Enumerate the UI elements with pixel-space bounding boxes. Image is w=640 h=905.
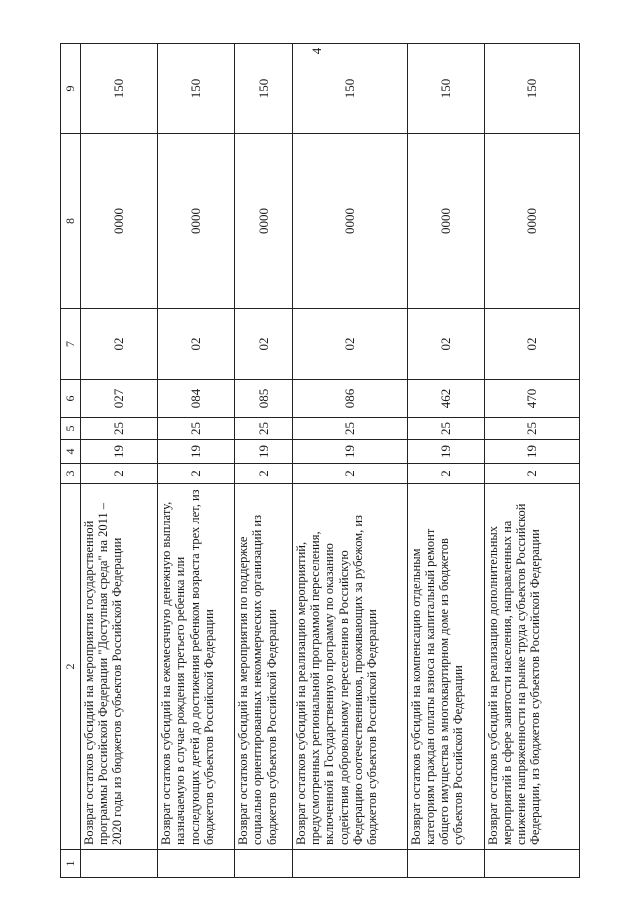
- cell-c5: 25: [158, 418, 235, 440]
- cell-c7: 02: [235, 309, 293, 380]
- cell-c8: 0000: [81, 134, 158, 309]
- cell-c7: 02: [158, 309, 235, 380]
- cell-c6: 086: [293, 380, 408, 418]
- header-col-1: 1: [61, 850, 81, 878]
- cell-c8: 0000: [407, 134, 484, 309]
- table-row: [81, 44, 158, 878]
- header-col-4: 4: [61, 440, 81, 464]
- cell-c5: 25: [407, 418, 484, 440]
- cell-c9: 150: [158, 44, 235, 134]
- cell-c3: 2: [484, 464, 579, 484]
- cell-c3: 2: [81, 464, 158, 484]
- header-col-7: 7: [61, 309, 81, 380]
- header-col-8: 8: [61, 134, 81, 309]
- cell-c1: [484, 850, 579, 878]
- cell-c7: 02: [81, 309, 158, 380]
- cell-c6: 462: [407, 380, 484, 418]
- cell-description: Возврат остатков субсидий на реализацию дополнительных мероприятий в сфере занятости населения, направленных на снижение напряженности на рынке труда субъектов Российской Федерации, из бюджетов субъектов Российской Федерации: [484, 484, 579, 850]
- rotated-table-wrapper: [60, 44, 580, 878]
- cell-c1: [407, 850, 484, 878]
- cell-c9: 150: [235, 44, 293, 134]
- cell-c5: 25: [484, 418, 579, 440]
- cell-description: Возврат остатков субсидий на мероприятия по поддержке социально ориентированных некоммерческих организаций из бюджетов субъектов Российской Федерации: [235, 484, 293, 850]
- header-col-6: 6: [61, 380, 81, 418]
- header-col-9: 9: [61, 44, 81, 134]
- budget-codes-table: [60, 43, 580, 878]
- cell-c8: 0000: [484, 134, 579, 309]
- cell-c3: 2: [158, 464, 235, 484]
- cell-c6: 085: [235, 380, 293, 418]
- cell-description: Возврат остатков субсидий на компенсацию отдельным категориям граждан оплаты взноса на капитальный ремонт общего имущества в многоквартирном доме из бюджетов субъектов Российской Федерации: [407, 484, 484, 850]
- cell-c6: 084: [158, 380, 235, 418]
- cell-c9: 150: [407, 44, 484, 134]
- cell-c5: 25: [293, 418, 408, 440]
- table-row: [293, 44, 408, 878]
- cell-c1: [293, 850, 408, 878]
- cell-c5: 25: [235, 418, 293, 440]
- cell-c7: 02: [407, 309, 484, 380]
- header-col-5: 5: [61, 418, 81, 440]
- table-row: [484, 44, 579, 878]
- table-row: [235, 44, 293, 878]
- cell-c9: 150: [293, 44, 408, 134]
- cell-c9: 150: [484, 44, 579, 134]
- cell-c5: 25: [81, 418, 158, 440]
- cell-c1: [158, 850, 235, 878]
- cell-c8: 0000: [293, 134, 408, 309]
- header-row: [61, 44, 81, 878]
- cell-c3: 2: [407, 464, 484, 484]
- page-number: 4: [309, 47, 324, 55]
- cell-c4: 19: [484, 440, 579, 464]
- cell-description: Возврат остатков субсидий на мероприятия государственной программы Российской Федерации "Доступная среда" на 2011 – 2020 годы из бюджетов субъектов Российской Федерации: [81, 484, 158, 850]
- header-col-3: 3: [61, 464, 81, 484]
- cell-c1: [235, 850, 293, 878]
- cell-c9: 150: [81, 44, 158, 134]
- cell-c6: 027: [81, 380, 158, 418]
- table-row: [158, 44, 235, 878]
- cell-c3: 2: [235, 464, 293, 484]
- cell-c3: 2: [293, 464, 408, 484]
- cell-c7: 02: [484, 309, 579, 380]
- cell-c6: 470: [484, 380, 579, 418]
- cell-c8: 0000: [158, 134, 235, 309]
- cell-description: Возврат остатков субсидий на ежемесячную денежную выплату, назначаемую в случае рождения третьего ребенка или последующих детей до достижения ребенком возраста трех лет, из бюджетов субъектов Российской Федерации: [158, 484, 235, 850]
- cell-c4: 19: [407, 440, 484, 464]
- cell-c7: 02: [293, 309, 408, 380]
- cell-c4: 19: [235, 440, 293, 464]
- cell-c8: 0000: [235, 134, 293, 309]
- header-col-2: 2: [61, 484, 81, 850]
- cell-c4: 19: [293, 440, 408, 464]
- cell-description: Возврат остатков субсидий на реализацию мероприятий, предусмотренных региональной программой переселения, включенной в Государственную программу по оказанию содействия добровольному переселению в Российскую Федерацию соотечественников, проживающих за рубежом, из бюджетов субъектов Российской Федерации: [293, 484, 408, 850]
- cell-c1: [81, 850, 158, 878]
- cell-c4: 19: [81, 440, 158, 464]
- cell-c4: 19: [158, 440, 235, 464]
- table-row: [407, 44, 484, 878]
